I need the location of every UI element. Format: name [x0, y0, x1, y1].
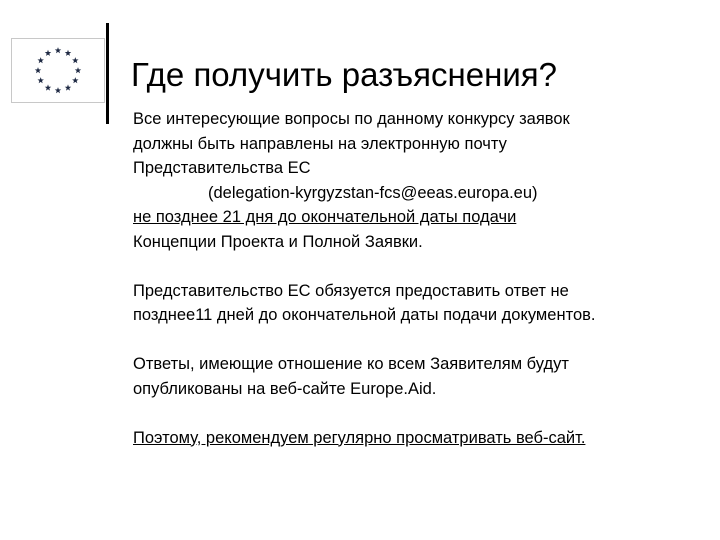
star-icon — [65, 84, 71, 90]
star-icon — [72, 77, 78, 83]
content-body — [133, 107, 693, 450]
page-title: Где получить разъяснения? — [131, 56, 557, 93]
paragraph-recommendation — [133, 426, 693, 451]
paragraph-contact — [133, 107, 693, 254]
eu-flag-stars-icon — [12, 39, 104, 102]
paragraph-publication — [133, 352, 693, 401]
recommendation-note: Поэтому, рекомендуем регулярно просматривать веб-сайт. — [133, 428, 586, 447]
star-icon — [72, 57, 78, 63]
star-icon — [55, 47, 61, 53]
star-icon — [37, 77, 43, 83]
header-divider — [106, 23, 109, 124]
deadline-note: не позднее 21 дня до окончательной даты подачи — [133, 208, 517, 226]
star-icon — [37, 57, 43, 63]
text-line: Представительство ЕС обязуется предоставить ответ не — [133, 281, 569, 300]
text-line: позднее11 дней до окончательной даты подачи документов. — [133, 306, 596, 324]
text-line: Все интересующие вопросы по данному конкурсу заявок — [133, 110, 570, 128]
eu-logo — [11, 38, 105, 103]
text-line: опубликованы на веб-сайте Europe.Aid. — [133, 379, 437, 398]
star-icon — [35, 67, 41, 73]
star-icon — [45, 50, 51, 56]
text-line: должны быть направлены на электронную почту — [133, 134, 507, 153]
text-line: Концепции Проекта и Полной Заявки. — [133, 232, 423, 251]
star-icon — [65, 50, 71, 56]
star-icon — [45, 84, 51, 90]
paragraph-response — [133, 279, 693, 328]
star-icon — [55, 87, 61, 93]
text-line: Ответы, имеющие отношение ко всем Заявителям будут — [133, 355, 569, 373]
star-icon — [75, 67, 81, 73]
text-line: Представительства ЕС — [133, 159, 311, 177]
contact-email: (delegation-kyrgyzstan-fcs@eeas.europa.eu) — [208, 183, 538, 202]
